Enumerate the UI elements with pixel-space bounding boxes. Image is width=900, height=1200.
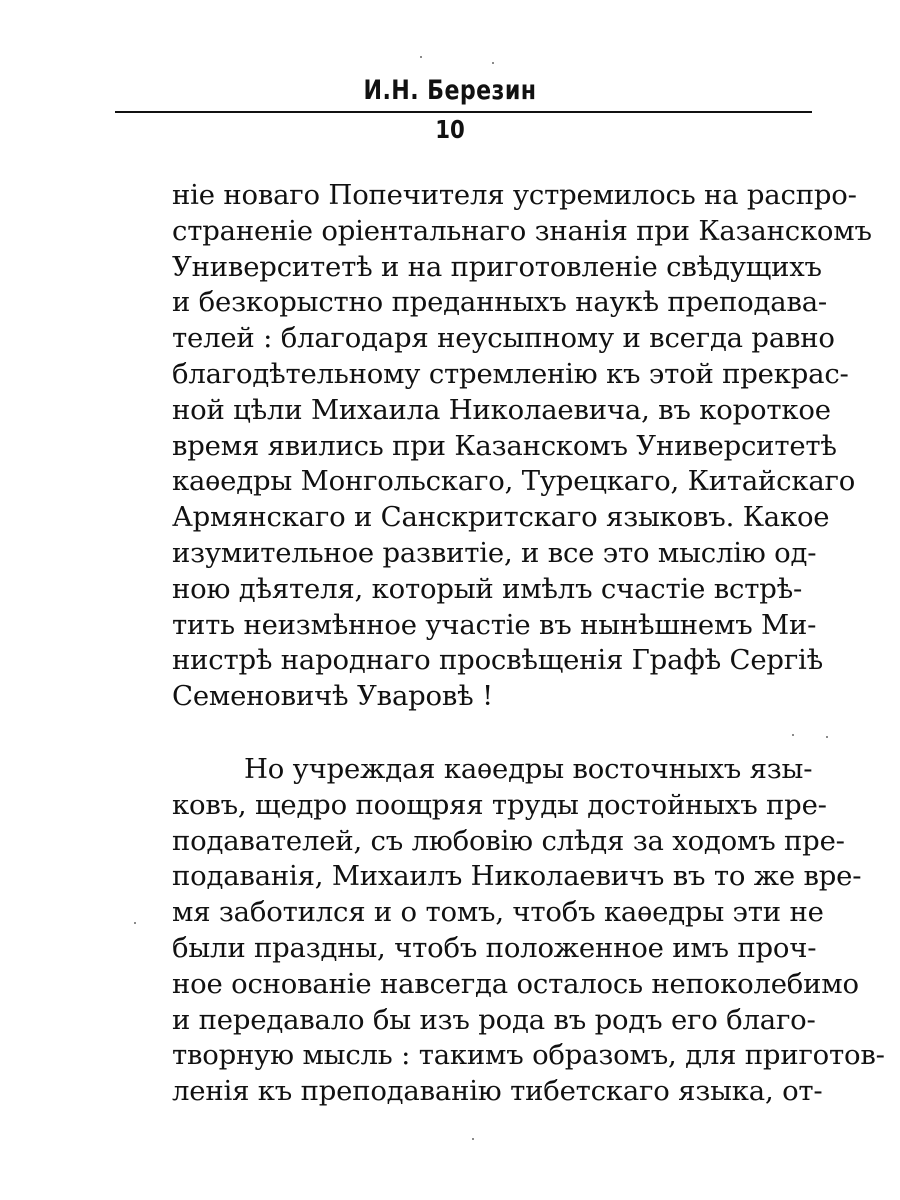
scan-speck [134, 922, 136, 924]
running-header [0, 74, 900, 108]
text-line: ленія къ преподаванію тибетскаго языка, от- [172, 1075, 823, 1108]
scan-speck [420, 56, 422, 58]
text-line: ніе новаго Попечителя устремилось на распро- [172, 179, 857, 211]
text-line: и безкорыстно преданныхъ наукѣ преподава- [172, 286, 828, 319]
text-line: Но учреждая каѳедры восточныхъ язы- [244, 753, 813, 785]
text-line: благодѣтельному стремленію къ этой прекрас- [172, 357, 849, 390]
scan-speck [792, 734, 794, 736]
text-line: Семеновичѣ Уваровѣ ! [172, 680, 493, 713]
header-rule [115, 111, 812, 113]
text-line: страненіе оріентальнаго знанія при Казанскомъ [172, 214, 872, 247]
text-line: ной цѣли Михаила Николаевича, въ короткое [172, 393, 831, 426]
text-line: подавателей, съ любовію слѣдя за ходомъ пре- [172, 824, 845, 857]
scan-speck [472, 1138, 474, 1140]
text-line: творную мысль : такимъ образомъ, для приготов- [172, 1039, 885, 1072]
text-line: были праздны, чтобъ положенное имъ проч- [172, 931, 817, 964]
text-line: Армянскаго и Санскритскаго языковъ. Какое [172, 501, 830, 534]
paragraph-1 [172, 178, 872, 715]
text-line: нистрѣ народнаго просвѣщенія Графѣ Сергіѣ [172, 644, 824, 677]
scan-speck [826, 736, 828, 738]
text-line: ною дѣятеля, который имѣлъ счастіе встрѣ- [172, 572, 803, 605]
paragraph-2 [172, 752, 885, 1110]
scan-speck [492, 62, 494, 64]
text-line: и передавало бы изъ рода въ родъ его благо- [172, 1003, 816, 1036]
text-line: время явились при Казанскомъ Университетѣ [172, 429, 837, 462]
text-line: телей : благодаря неусыпному и всегда равно [172, 322, 835, 355]
text-line: ковъ, щедро поощряя труды достойныхъ пре- [172, 788, 827, 821]
running-head-author: И.Н. Березин [363, 75, 537, 106]
text-line: Университетѣ и на приготовленіе свѣдущихъ [172, 250, 822, 283]
text-line: ное основаніе навсегда осталось непоколебимо [172, 967, 859, 1000]
text-line: мя заботился и о томъ, чтобъ каѳедры эти не [172, 896, 824, 929]
text-line: тить неизмѣнное участіе въ нынѣшнемъ Ми- [172, 608, 817, 641]
text-line: каѳедры Монгольскаго, Турецкаго, Китайскаго [172, 465, 856, 498]
text-line: подаванія, Михаилъ Николаевичъ въ то же вре- [172, 860, 862, 893]
page-number: 10 [435, 115, 465, 144]
text-line: изумительное развитіе, и все это мыслію од- [172, 536, 817, 569]
